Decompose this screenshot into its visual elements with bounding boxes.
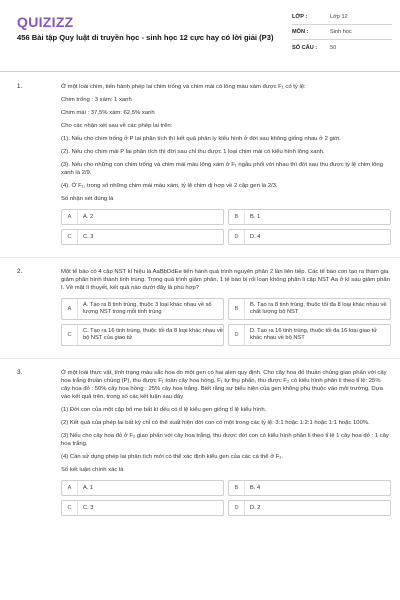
option-letter: A (62, 481, 78, 495)
option-text: C. 3 (83, 504, 94, 511)
answer-option-d[interactable] (228, 500, 391, 516)
answer-option-c[interactable] (61, 500, 224, 516)
answer-options (19, 209, 390, 245)
question-text: Chim mái : 37,5% xám: 62,5% xanh (61, 110, 155, 116)
question-divider (0, 358, 400, 359)
option-text: C. Tạo ra 16 tinh trùng, thuộc tối đa 8 loại khác nhau về bộ NST của giao tử (83, 328, 223, 341)
meta-value: Sinh học (330, 29, 352, 35)
option-text: A. 2 (83, 213, 94, 220)
question-text: Một tế bào có 4 cặp NST kí hiệu là AaBbDdEe tiến hành quá trình nguyên phân 2 lần liên tiếp. Các tế bào con tạo ra tham gia giảm phân hình thành tinh trùng. Trong quá trình giảm phân, 1 tế bào bị rối loạn không phân li cặp NST Aa ở kì sau giảm phân I. Về mặt lí thuyết, kết quả nào dưới đây là phù hợp? (61, 269, 390, 291)
question-1 (0, 83, 400, 245)
question-statement: (3). Nếu cho những con chim trống và chim mái màu lông xám ở F₁ ngẫu phối với nhau thì đời sau thu được tỷ lệ chim lông xanh là 2/9. (61, 162, 383, 176)
option-letter: B (229, 481, 245, 495)
question-number: 3. (17, 369, 23, 376)
option-text: B. 1 (250, 213, 261, 220)
question-prompt: Số nhận xét đúng là (61, 196, 114, 202)
answer-option-b[interactable] (228, 209, 391, 225)
question-text: Cho các nhận xét sau về các phép lai trên: (61, 123, 173, 129)
question-number: 2. (17, 268, 23, 275)
answer-option-a[interactable] (61, 298, 224, 320)
question-text: Ở một loài thực vật, tính trạng màu sắc hoa do một gen có hai alen quy định. Cho cây hoa đỏ thuần chủng giao phấn với cây hoa trắng thuần chủng (P), thu được F₁ toàn cây hoa hồng. F₁ tự thụ phấn, thu được F₂ có kiểu hình phân li theo tỉ lệ: 25% cây hoa đỏ : 50% cây hoa hồng : 25% cây hoa trắng. Biết rằng sự biểu hiện của gen không phụ thuộc vào môi trường. Dựa vào kết quả trên, trong số các kết luận sau đây (61, 370, 387, 400)
meta-label: MÔN : (292, 29, 309, 35)
questions-list (0, 83, 400, 516)
question-statement: (2). Nếu cho chim mái P lai phân tích thì đời sau chỉ thu được 1 loại chim mái có kiểu hình lông xanh. (61, 149, 325, 155)
option-text: D. 2 (250, 504, 261, 511)
answer-option-a[interactable] (61, 209, 224, 225)
question-2 (0, 268, 400, 346)
answer-option-b[interactable] (228, 298, 391, 320)
answer-option-b[interactable] (228, 480, 391, 496)
option-text: D. 4 (250, 233, 261, 240)
option-letter: D (229, 501, 245, 515)
option-letter: A (62, 299, 78, 319)
question-statement: (2) Kết quả của phép lai bất kỳ chỉ có thể xuất hiện đời con có một trong các tỷ lệ: 3:1 hoặc 1:2:1 hoặc 1:1 hoặc 100%. (61, 420, 370, 426)
question-number: 1. (17, 83, 23, 90)
document-header (0, 0, 400, 72)
question-text: Ở một loài chim, tiến hành phép lai chim trống và chim mái có lông màu xám được F₁ có tỷ lệ: (61, 84, 306, 90)
option-letter: A (62, 210, 78, 224)
answer-option-c[interactable] (61, 229, 224, 245)
question-statement: (3) Nếu cho cây hoa đỏ ở F₂ giao phấn với cây hoa trắng, thu được đời con có kiểu hình phân li theo tỉ lệ 1 cây hoa đỏ : 1 cây hoa trắng. (61, 433, 389, 447)
option-letter: B (229, 299, 245, 319)
question-statement: (1). Nếu cho chim trống ở P lai phân tích thì kết quả phân ly kiểu hình ở đời sau không giống nhau ở 2 giới. (61, 136, 341, 142)
meta-row-subject (292, 25, 392, 40)
meta-table (292, 10, 392, 55)
option-text: A. 1 (83, 484, 94, 491)
option-letter: C (62, 230, 78, 244)
meta-row-count (292, 40, 392, 55)
option-letter: C (62, 325, 78, 345)
answer-option-d[interactable] (228, 229, 391, 245)
quizizz-logo: QUIZIZZ (17, 14, 74, 30)
option-letter: D (229, 325, 245, 345)
meta-value: Lớp 12 (330, 14, 348, 20)
answer-option-c[interactable] (61, 324, 224, 346)
meta-label: LỚP : (292, 14, 308, 20)
question-text: Chim trống : 3 xám: 1 xanh (61, 97, 132, 103)
option-text: B. 4 (250, 484, 261, 491)
option-text: C. 3 (83, 233, 94, 240)
meta-row-grade (292, 10, 392, 25)
question-prompt: Số kết luận chính xác là (61, 467, 124, 473)
option-text: D. Tạo ra 16 tinh trùng, thuộc tối đa 16 loại giao tử khác nhau về bộ NST (250, 328, 378, 341)
question-statement: (4). Ở F₁, trong số những chim mái màu xám, tỷ lệ chim dị hợp về 2 cặp gen là 2/3. (61, 183, 278, 189)
answer-option-a[interactable] (61, 480, 224, 496)
meta-label: SỐ CÂU : (292, 44, 318, 51)
question-statement: (1) Đời con của một cặp bố mẹ bất kì đều có tỉ lệ kiểu gen giống tỉ lệ kiểu hình. (61, 407, 267, 413)
question-3 (0, 369, 400, 516)
option-letter: B (229, 210, 245, 224)
answer-options (19, 298, 390, 346)
option-text: A. Tạo ra 8 tinh trùng, thuộc 3 loại khác nhau về số lượng NST trong mỗi tinh trùng (83, 302, 212, 315)
answer-option-d[interactable] (228, 324, 391, 346)
option-letter: D (229, 230, 245, 244)
question-statement: (4) Cần sử dụng phép lai phân tích mới có thể xác định kiểu gen của các cá thể ở F₂. (61, 454, 284, 460)
option-text: B. Tạo ra 8 tinh trùng, thuộc tối đa 8 loại khác nhau về chất lượng bộ NST (250, 302, 387, 315)
answer-options (19, 480, 390, 516)
document-title: 456 Bài tập Quy luật di truyền học - sinh học 12 cực hay có lời giải (P3) (17, 33, 274, 42)
option-letter: C (62, 501, 78, 515)
question-divider (0, 257, 400, 258)
meta-value: 50 (330, 44, 337, 51)
